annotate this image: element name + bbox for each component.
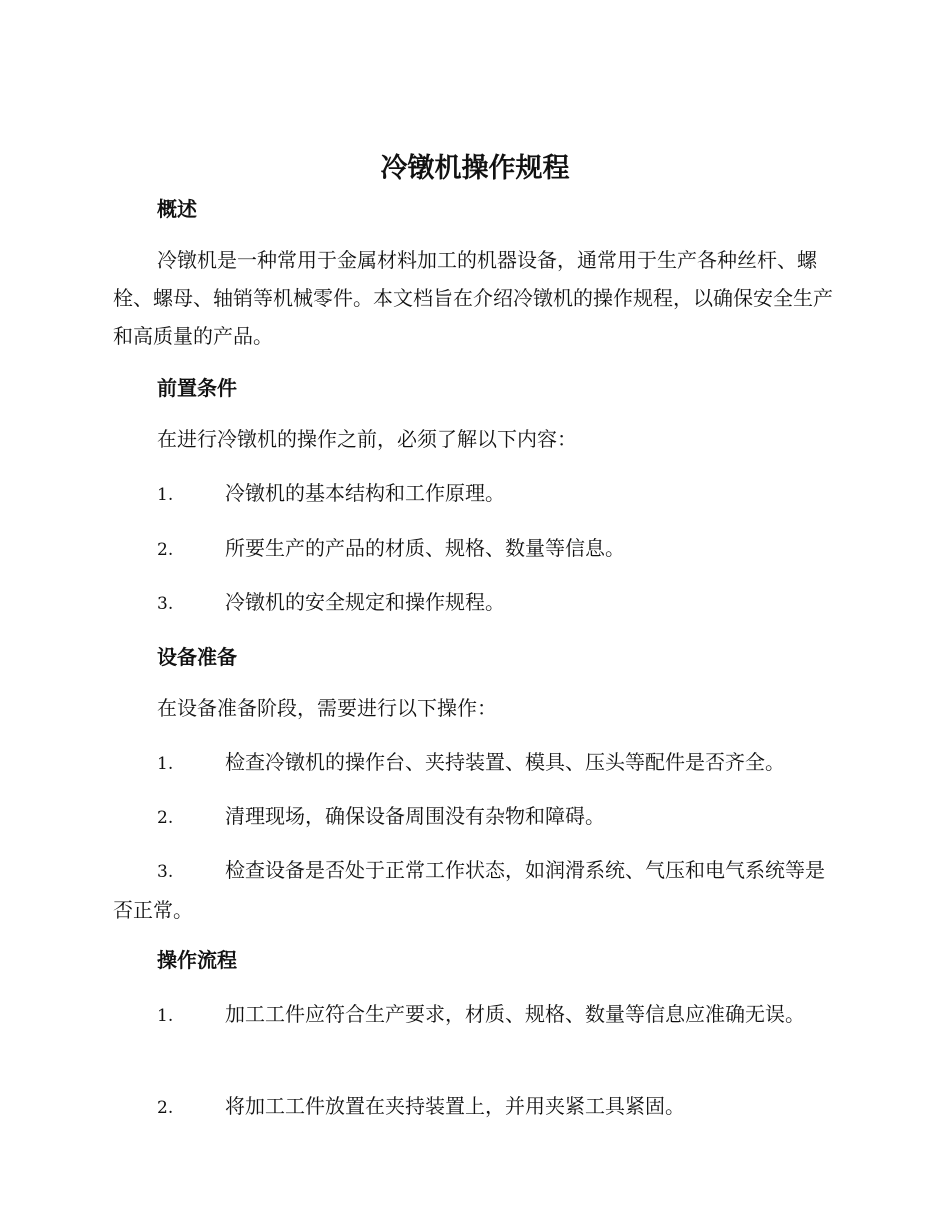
list-number: 2. (157, 808, 174, 828)
overview-paragraph (113, 241, 838, 355)
list-item (113, 995, 838, 1035)
list-item (113, 797, 838, 837)
list-item (113, 529, 838, 569)
overview-paragraph-text: 冷镦机是一种常用于金属材料加工的机器设备，通常用于生产各种丝杆、螺栓、螺母、轴销等机械零件。本文档旨在介绍冷镦机的操作规程，以确保安全生产和高质量的产品。 (113, 248, 833, 348)
list-item-text: 所要生产的产品的材质、规格、数量等信息。 (225, 536, 625, 560)
equipment-prep-intro (113, 689, 838, 727)
section-heading-overview: 概述 (157, 197, 197, 221)
list-item (113, 1087, 838, 1127)
list-item (113, 743, 838, 783)
list-number: 1. (157, 1006, 174, 1026)
list-number: 1. (157, 485, 174, 505)
prerequisites-intro (113, 420, 838, 458)
list-item (113, 583, 838, 623)
list-item-text: 冷镦机的安全规定和操作规程。 (225, 590, 505, 614)
list-item (113, 851, 838, 929)
document-title: 冷镦机操作规程 (380, 153, 570, 184)
section-heading-equipment-prep: 设备准备 (157, 645, 237, 669)
list-item (113, 474, 838, 514)
list-number: 2. (157, 1098, 174, 1118)
list-item-text: 检查冷镦机的操作台、夹持装置、模具、压头等配件是否齐全。 (225, 750, 785, 774)
list-item-text: 加工工件应符合生产要求，材质、规格、数量等信息应准确无误。 (225, 1002, 805, 1026)
list-item-text: 将加工工件放置在夹持装置上，并用夹紧工具紧固。 (225, 1094, 685, 1118)
list-number: 1. (157, 754, 174, 774)
list-item-text: 清理现场，确保设备周围没有杂物和障碍。 (225, 804, 605, 828)
section-heading-prerequisites: 前置条件 (157, 376, 237, 400)
list-item-text: 检查设备是否处于正常工作状态，如润滑系统、气压和电气系统等是否正常。 (113, 858, 825, 922)
list-item-text: 冷镦机的基本结构和工作原理。 (225, 481, 505, 505)
list-number: 3. (157, 862, 174, 882)
prerequisites-intro-text: 在进行冷镦机的操作之前，必须了解以下内容： (157, 427, 577, 451)
list-number: 2. (157, 540, 174, 560)
section-heading-operation-flow: 操作流程 (157, 948, 237, 972)
list-number: 3. (157, 594, 174, 614)
equipment-prep-intro-text: 在设备准备阶段，需要进行以下操作： (157, 696, 497, 720)
